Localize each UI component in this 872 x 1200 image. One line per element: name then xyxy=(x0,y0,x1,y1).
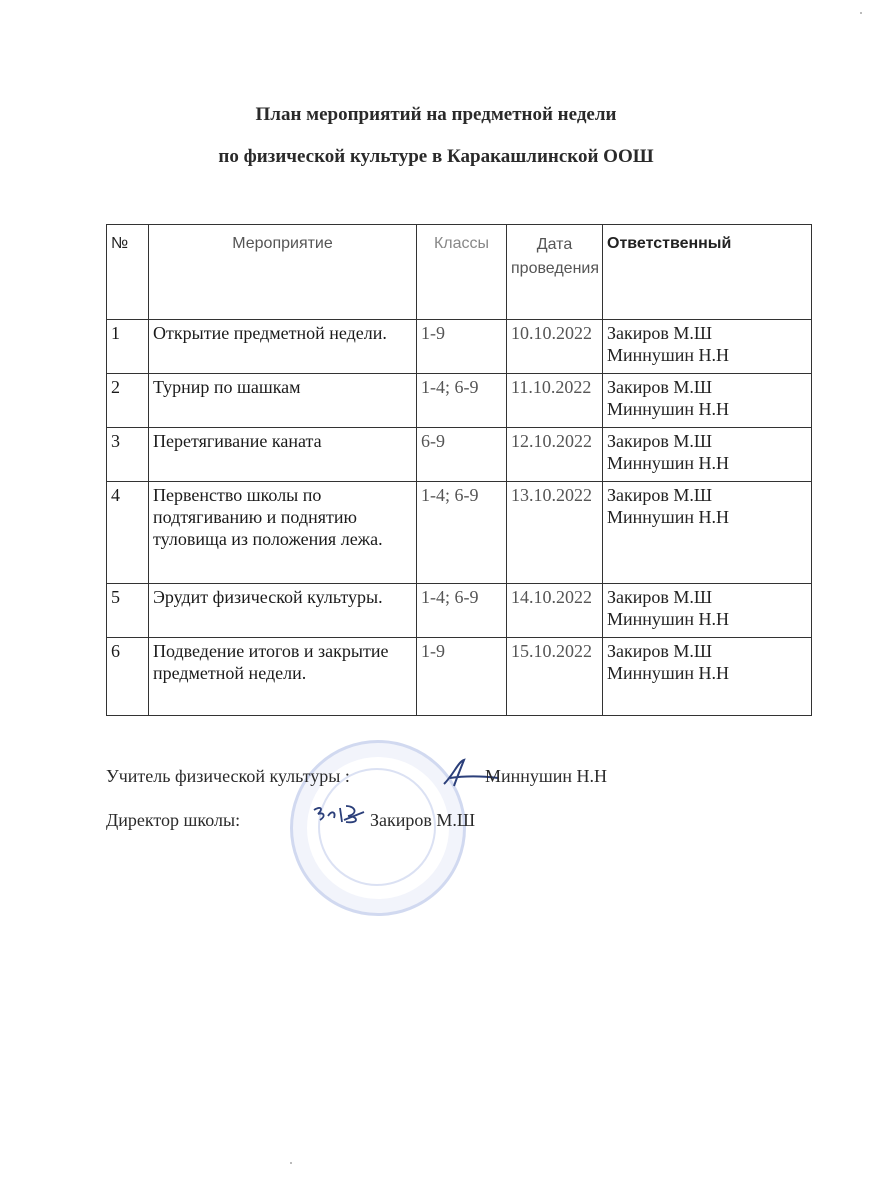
row-classes: 1-4; 6-9 xyxy=(417,374,507,428)
responsible-2: Миннушин Н.Н xyxy=(607,663,730,683)
table-row xyxy=(107,428,812,482)
row-responsible xyxy=(603,638,812,716)
row-date: 11.10.2022 xyxy=(507,374,603,428)
row-num: 5 xyxy=(107,584,149,638)
teacher-signature-label: Учитель физической культуры : xyxy=(106,766,350,786)
row-event: Открытие предметной недели. xyxy=(149,320,417,374)
row-date: 15.10.2022 xyxy=(507,638,603,716)
responsible-1: Закиров М.Ш xyxy=(607,485,713,505)
header-date: Дата проведения xyxy=(507,225,603,320)
row-num: 6 xyxy=(107,638,149,716)
director-name: Закиров М.Ш xyxy=(370,810,476,830)
row-event: Подведение итогов и закрытие предметной недели. xyxy=(149,638,417,716)
teacher-name: Миннушин Н.Н xyxy=(485,766,608,786)
header-num: № xyxy=(107,225,149,320)
responsible-1: Закиров М.Ш xyxy=(607,641,713,661)
responsible-1: Закиров М.Ш xyxy=(607,323,713,343)
table-row xyxy=(107,320,812,374)
events-table xyxy=(106,224,812,716)
row-classes: 6-9 xyxy=(417,428,507,482)
row-num: 1 xyxy=(107,320,149,374)
row-responsible xyxy=(603,320,812,374)
row-responsible xyxy=(603,482,812,584)
document-title-line-1: План мероприятий на предметной недели xyxy=(255,104,617,125)
responsible-2: Миннушин Н.Н xyxy=(607,609,730,629)
table-row xyxy=(107,374,812,428)
row-responsible xyxy=(603,428,812,482)
scan-speck xyxy=(290,1162,292,1164)
table-row xyxy=(107,638,812,716)
row-date: 10.10.2022 xyxy=(507,320,603,374)
table-row xyxy=(107,482,812,584)
responsible-2: Миннушин Н.Н xyxy=(607,345,730,365)
responsible-2: Миннушин Н.Н xyxy=(607,507,730,527)
responsible-2: Миннушин Н.Н xyxy=(607,399,730,419)
row-classes: 1-4; 6-9 xyxy=(417,584,507,638)
row-date: 14.10.2022 xyxy=(507,584,603,638)
row-classes: 1-4; 6-9 xyxy=(417,482,507,584)
director-signature-label: Директор школы: xyxy=(106,810,241,830)
row-classes: 1-9 xyxy=(417,638,507,716)
table-row xyxy=(107,584,812,638)
row-event: Турнир по шашкам xyxy=(149,374,417,428)
row-responsible xyxy=(603,374,812,428)
responsible-1: Закиров М.Ш xyxy=(607,431,713,451)
row-num: 3 xyxy=(107,428,149,482)
responsible-2: Миннушин Н.Н xyxy=(607,453,730,473)
scan-speck xyxy=(860,12,862,14)
responsible-1: Закиров М.Ш xyxy=(607,377,713,397)
row-event: Эрудит физической культуры. xyxy=(149,584,417,638)
header-event: Мероприятие xyxy=(149,225,417,320)
row-date: 12.10.2022 xyxy=(507,428,603,482)
director-signature-icon xyxy=(310,800,368,830)
row-date: 13.10.2022 xyxy=(507,482,603,584)
responsible-1: Закиров М.Ш xyxy=(607,587,713,607)
row-responsible xyxy=(603,584,812,638)
row-num: 2 xyxy=(107,374,149,428)
table-header-row xyxy=(107,225,812,320)
row-event: Перетягивание каната xyxy=(149,428,417,482)
row-num: 4 xyxy=(107,482,149,584)
row-event: Первенство школы по подтягиванию и поднятию туловища из положения лежа. xyxy=(149,482,417,584)
header-responsible: Ответственный xyxy=(603,225,812,320)
document-title-line-2: по физической культуре в Каракашлинской ООШ xyxy=(218,146,654,167)
row-classes: 1-9 xyxy=(417,320,507,374)
header-classes: Классы xyxy=(417,225,507,320)
